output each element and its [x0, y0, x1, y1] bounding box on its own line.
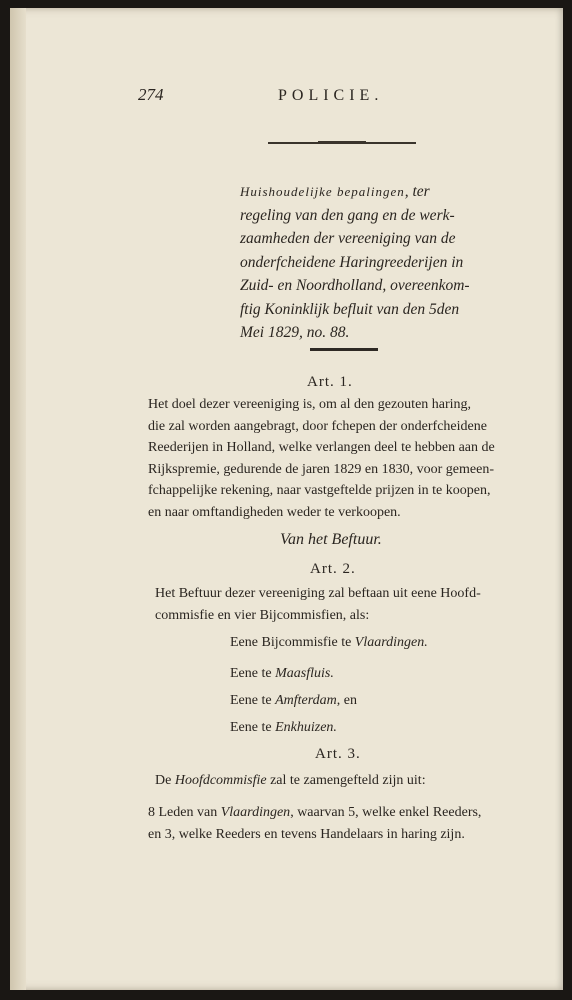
- text-run: De: [155, 773, 175, 788]
- article-2-title: Art. 2.: [310, 561, 356, 577]
- article-1-line: Reederijen in Holland, welke verlangen deel te hebben aan de: [148, 440, 495, 455]
- article-3-line: [155, 770, 543, 792]
- article-1-line: en naar omftandigheden weder te verkoopen.: [148, 504, 401, 520]
- article-2-line: commisfie en vier Bijcommisfien, als:: [155, 607, 370, 623]
- committee-list-item: [230, 720, 337, 736]
- heading-body: [240, 204, 540, 345]
- article-3-title: Art. 3.: [315, 746, 361, 762]
- list-item-prefix: Eene te: [230, 693, 276, 708]
- list-item-prefix: Eene te: [230, 666, 276, 681]
- article-2-line: Het Beftuur dezer vereeniging zal beftaan uit eene Hoofd-: [155, 586, 481, 601]
- heading-line-6: ftig Koninklijk befluit van den 5den: [240, 300, 460, 318]
- list-item-place: Vlaardingen.: [354, 635, 428, 650]
- article-2-text: [155, 583, 543, 626]
- heading-line-3: zaamheden der vereeniging van de: [240, 230, 456, 247]
- article-1-text: [148, 394, 543, 523]
- list-item-place: Maasfluis.: [275, 666, 334, 681]
- list-item-place: Amfterdam: [275, 693, 337, 708]
- text-run-italic: Vlaardingen: [220, 805, 291, 820]
- subsection-title: Van het Beftuur.: [280, 531, 382, 548]
- article-3-line: en 3, welke Reeders en tevens Handelaars in haring zijn.: [148, 826, 465, 842]
- list-item-place: Enkhuizen.: [275, 720, 337, 735]
- article-3-text-continued: [148, 802, 543, 845]
- committee-list-item: [230, 635, 428, 651]
- article-1-title: Art. 1.: [307, 374, 353, 390]
- book-page: [10, 8, 563, 990]
- page-number: 274: [138, 85, 164, 104]
- article-1-line: fchappelijke rekening, naar vastgeftelde prijzen in te koopen,: [148, 483, 491, 498]
- header-rule: [268, 142, 416, 144]
- heading-line-2: regeling van den gang en de werk-: [240, 206, 455, 224]
- article-3-text: [155, 770, 543, 792]
- committee-list-item: [230, 666, 334, 682]
- heading-lead-text: Huishoudelijke bepalingen: [240, 184, 405, 199]
- article-1-line: Het doel dezer vereeniging is, om al den gezouten haring,: [148, 397, 472, 412]
- list-item-prefix: Eene te: [230, 720, 276, 735]
- article-1-line: die zal worden aangebragt, door fchepen der onderfcheidene: [148, 418, 487, 434]
- page-gutter: [10, 8, 26, 990]
- text-run: , waarvan 5, welke enkel Reeders,: [290, 805, 482, 820]
- heading-line-7: Mei 1829, no. 88.: [240, 324, 350, 341]
- committee-list-item: [230, 693, 357, 709]
- text-run-italic: Hoofdcommisfie: [174, 773, 267, 788]
- heading-line-1: , ter: [404, 183, 430, 200]
- article-1-line: Rijkspremie, gedurende de jaren 1829 en 1830, voor gemeen-: [148, 461, 495, 477]
- section-heading: [240, 180, 540, 345]
- article-3-line: [148, 802, 543, 824]
- heading-lead: [240, 180, 430, 204]
- list-item-suffix: , en: [336, 693, 358, 708]
- list-item-prefix: Eene Bijcommisfie te: [230, 635, 355, 650]
- heading-line-4: onderfcheidene Haringreederijen in: [240, 253, 464, 271]
- section-rule: [310, 348, 378, 351]
- text-run: 8 Leden van: [148, 805, 221, 820]
- heading-line-5: Zuid- en Noordholland, overeenkom-: [240, 277, 470, 294]
- text-run: zal te zamengefteld zijn uit:: [266, 773, 426, 788]
- running-head: POLICIE.: [278, 87, 384, 104]
